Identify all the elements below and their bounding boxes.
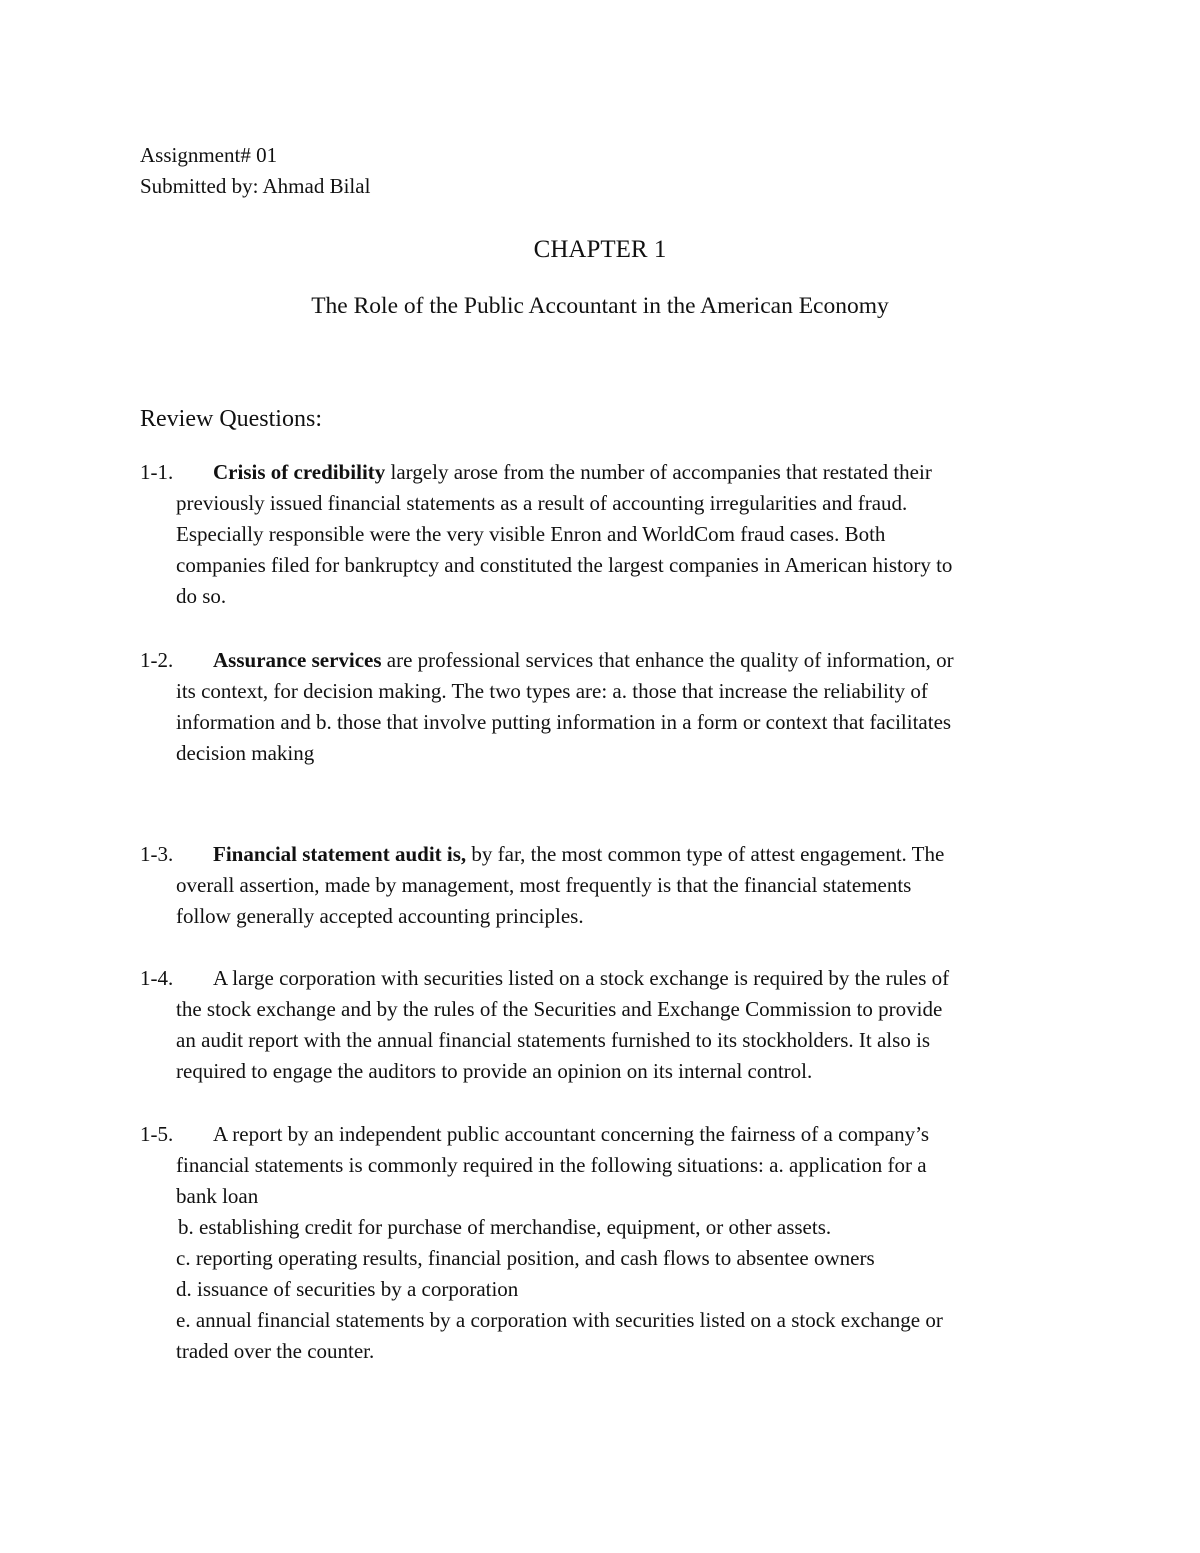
question-line: d. issuance of securities by a corporation [176,1277,519,1301]
question-line: previously issued financial statements as a result of accounting irregularities and fraud. [176,491,908,515]
question-1-3 [176,839,1076,932]
question-term: Financial statement audit is, [213,842,467,866]
question-line: overall assertion, made by management, most frequently is that the financial statements [176,873,912,897]
question-line: b. establishing credit for purchase of merchandise, equipment, or other assets. [178,1215,832,1239]
question-1-1 [176,457,1076,612]
question-line: its context, for decision making. The two types are: a. those that increase the reliability of [176,679,928,703]
question-line: do so. [176,584,227,608]
question-line: companies filed for bankruptcy and constituted the largest companies in American history to [176,553,953,577]
question-1-2 [176,645,1076,769]
question-line: Especially responsible were the very visible Enron and WorldCom fraud cases. Both [176,522,886,546]
question-line: c. reporting operating results, financial position, and cash flows to absentee owners [176,1246,875,1270]
question-line: A report by an independent public accountant concerning the fairness of a company’s [213,1122,930,1146]
assignment-label: Assignment# 01 [140,143,278,167]
question-line: financial statements is commonly required in the following situations: a. application for a [176,1153,927,1177]
chapter-subtitle: The Role of the Public Accountant in the American Economy [311,293,889,319]
question-line: e. annual financial statements by a corporation with securities listed on a stock exchange or [176,1308,943,1332]
question-number: 1-1. [140,460,174,484]
question-number: 1-5. [140,1122,174,1146]
question-line: information and b. those that involve putting information in a form or context that facilitates [176,710,952,734]
chapter-title: CHAPTER 1 [533,236,667,263]
question-number: 1-4. [140,966,174,990]
question-term: Crisis of credibility [213,460,386,484]
question-1-5 [176,1119,1076,1367]
question-line: largely arose from the number of accompanies that restated their [385,460,932,484]
review-questions-heading: Review Questions: [140,406,322,432]
question-number: 1-2. [140,648,174,672]
question-line: by far, the most common type of attest engagement. The [466,842,945,866]
question-line: are professional services that enhance the quality of information, or [381,648,954,672]
question-line: the stock exchange and by the rules of the Securities and Exchange Commission to provide [176,997,943,1021]
question-line: an audit report with the annual financial statements furnished to its stockholders. It also is [176,1028,931,1052]
question-line: decision making [176,741,315,765]
question-line: traded over the counter. [176,1339,375,1363]
question-1-4 [176,963,1076,1087]
question-line: A large corporation with securities listed on a stock exchange is required by the rules of [213,966,950,990]
question-number: 1-3. [140,842,174,866]
question-line: required to engage the auditors to provide an opinion on its internal control. [176,1059,813,1083]
question-term: Assurance services [213,648,382,672]
question-line: follow generally accepted accounting principles. [176,904,584,928]
submitted-by-label: Submitted by: Ahmad Bilal [140,174,371,198]
question-line: bank loan [176,1184,259,1208]
